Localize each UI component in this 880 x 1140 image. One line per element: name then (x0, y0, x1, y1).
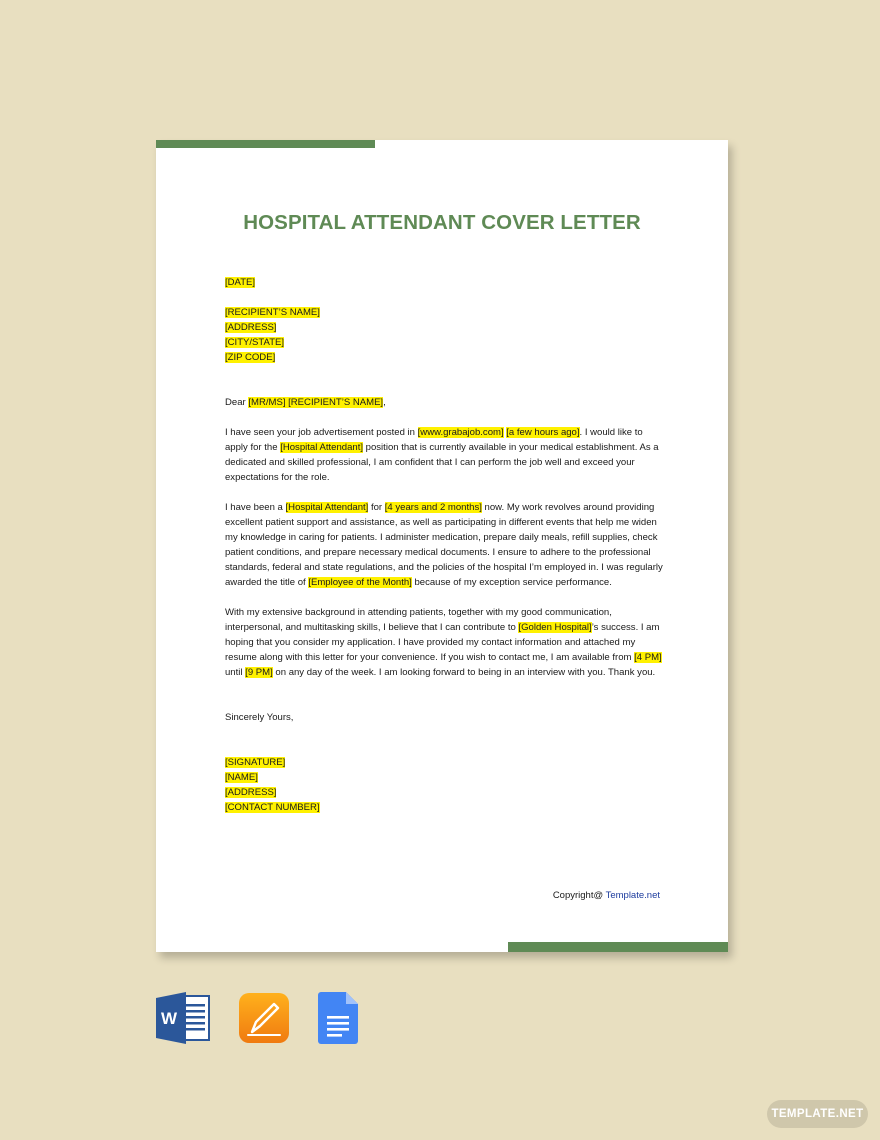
p3-text-1: With my extensive background in attending patients, together with my good communication, interpersonal, and multitasking skills, I believe that I can contribute to (225, 607, 612, 633)
copyright-notice (553, 890, 660, 901)
sender-contact-placeholder: [CONTACT NUMBER] (225, 802, 320, 813)
p1-placeholder-2: [a few hours ago] (506, 427, 580, 438)
sender-name-placeholder: [NAME] (225, 772, 258, 783)
p3-text-4: on any day of the week. I am looking forward to being in an interview with you. Thank you. (272, 667, 656, 678)
copyright-prefix: Copyright@ (552, 890, 606, 901)
pages-icon[interactable] (238, 992, 290, 1044)
recipient-name-placeholder: [RECIPIENT’S NAME] (225, 307, 320, 318)
salutation-placeholder: [MR/MS] [RECIPIENT’S NAME] (248, 397, 384, 408)
p2-text-2: for (368, 502, 385, 513)
sender-address-line (225, 785, 665, 800)
salutation (225, 395, 665, 410)
p3-placeholder-1: [Golden Hospital] (518, 622, 592, 633)
p2-placeholder-1: [Hospital Attendant] (285, 502, 369, 513)
sender-name-line (225, 770, 665, 785)
copyright-brand: Template.net (605, 890, 660, 901)
recipient-address-line (225, 320, 665, 335)
p3-placeholder-2: [4 PM] (634, 652, 662, 663)
date-placeholder: [DATE] (225, 277, 256, 288)
signature-placeholder: [SIGNATURE] (225, 757, 286, 768)
paragraph-1 (225, 425, 665, 485)
salutation-comma: , (383, 397, 386, 408)
salutation-text: Dear (225, 397, 249, 408)
word-icon[interactable] (156, 992, 210, 1044)
paragraph-2 (225, 500, 665, 590)
p1-text-1: I have seen your job advertisement posted in (225, 427, 418, 438)
letter-body (225, 275, 665, 815)
date-line (225, 275, 665, 290)
recipient-zip-placeholder: [ZIP CODE] (225, 352, 276, 363)
top-accent-bar (156, 140, 375, 148)
p2-text-3: now. My work revolves around providing excellent patient support and assistance, as well as participating in different events that help me widen my knowledge in caring for patients. I administer medication, prepare daily meals, refill supplies, check patient conditions, and prepare necessary medical documents. I ensure to adhere to the professional standards, federal and state regulations, and the policies of the hospital I’m employed in. I was regularly awarded the title of (225, 502, 663, 588)
p1-text-3: . I would like to apply for the (225, 427, 643, 453)
p1-placeholder-1: [www.grabajob.com] (417, 427, 504, 438)
p1-placeholder-3: [Hospital Attendant] (280, 442, 363, 453)
document-page (156, 140, 728, 952)
google-docs-icon[interactable] (318, 992, 358, 1044)
template-net-badge[interactable]: TEMPLATE.NET (767, 1100, 868, 1128)
recipient-city-placeholder: [CITY/STATE] (225, 337, 285, 348)
signature-line (225, 755, 665, 770)
p3-text-2: ’s success. I am hoping that you consider my application. I have provided my contact information and attached my resume along with this letter for your convenience. If you wish to contact me, I am available from (225, 622, 660, 663)
sender-contact-line (225, 800, 665, 815)
document-title: HOSPITAL ATTENDANT COVER LETTER (243, 211, 641, 234)
recipient-zip-line (225, 350, 665, 365)
sender-address-placeholder: [ADDRESS] (225, 787, 277, 798)
paragraph-3 (225, 605, 665, 680)
recipient-name-line (225, 305, 665, 320)
p2-placeholder-2: [4 years and 2 months] (384, 502, 482, 513)
p2-placeholder-3: [Employee of the Month] (308, 577, 412, 588)
p3-text-3: until (225, 667, 246, 678)
recipient-address-placeholder: [ADDRESS] (225, 322, 277, 333)
recipient-city-line (225, 335, 665, 350)
p2-text-1: I have been a (225, 502, 286, 513)
svg-text:W: W (160, 1009, 178, 1028)
bottom-accent-bar (508, 942, 728, 952)
p1-text-4: position that is currently available in your medical establishment. As a dedicated and skilled professional, I am confident that I can perform the job well and exceed your expectations for the role. (225, 442, 659, 483)
p3-placeholder-3: [9 PM] (245, 667, 273, 678)
closing: Sincerely Yours, (225, 712, 294, 723)
p2-text-4: because of my exception service performance. (411, 577, 612, 588)
